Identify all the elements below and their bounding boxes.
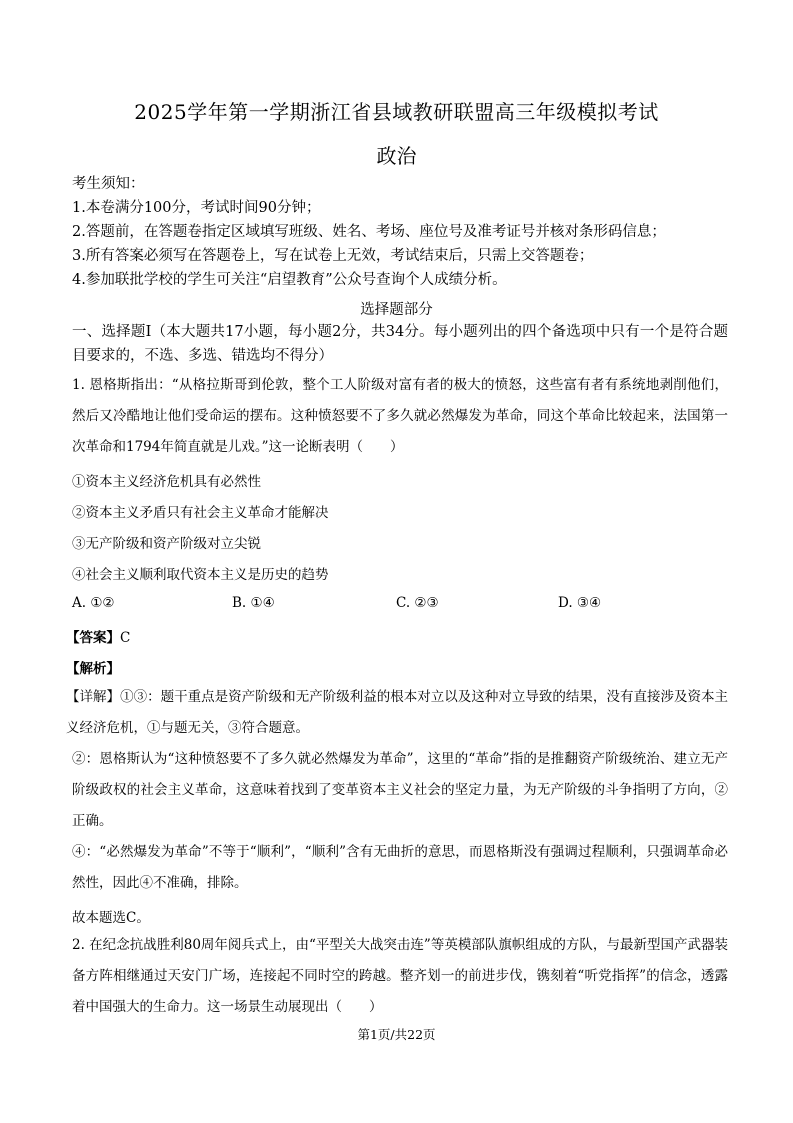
detail-label: 详解: [79, 689, 107, 705]
question-1-stem: 1. 恩格斯指出：“从格拉斯哥到伦敦，整个工人阶级对富有者的极大的愤怒，这些富有者有系统地剥削他们，然后又冷酷地让他们受命运的摆布。这种愤怒要不了多久就必然爆发为革命，同这个革命比较起来，法国第一次革命和1794年简直就是儿戏。”这一论断表明（ ）: [72, 377, 728, 455]
notice-item-3: 3.所有答案必须写在答题卷上，写在试卷上无效，考试结束后，只需上交答题卷；: [72, 248, 594, 264]
exam-title: 2025学年第一学期浙江省县域教研联盟高三年级模拟考试: [134, 100, 659, 124]
answer-value: C: [120, 630, 131, 646]
section-title: 选择题部分: [360, 302, 433, 318]
q1-statement-1: ①资本主义经济危机具有必然性: [72, 474, 261, 490]
notice-item-4: 4.参加联批学校的学生可关注“启望教育”公众号查询个人成绩分析。: [72, 272, 507, 288]
question-2-stem: 2. 在纪念抗战胜利80周年阅兵式上，由“平型关大战突击连”等英模部队旗帜组成的方队，与最新型国产武器装备方阵相继通过天安门广场，连接起不同时空的跨越。整齐划一的前进步伐，镌刻着“听党指挥”的信念，透露着中国强大的生命力。这一场景生动展现出（ ）: [72, 937, 728, 1015]
answer-label: 答案: [79, 630, 107, 646]
notice-item-2: 2.答题前，在答题卷指定区域填写班级、姓名、考场、座位号及准考证号并核对条形码信息；: [72, 224, 666, 240]
q1-option-a: A. ①②: [72, 595, 115, 611]
q1-option-c: C. ②③: [396, 595, 439, 611]
q1-detail-3: ④：“必然爆发为革命”不等于“顺利”，“顺利”含有无曲折的意思，而恩格斯没有强调过程顺利，只强调革命必然性，因此④不准确，排除。: [72, 844, 728, 891]
q1-option-b: B. ①④: [232, 595, 275, 611]
notice-item-1: 1.本卷满分100分，考试时间90分钟；: [72, 200, 321, 216]
q1-analysis-heading: 【解析】: [66, 661, 120, 677]
q1-statement-3: ③无产阶级和资产阶级对立尖锐: [72, 536, 261, 552]
q1-detail-1-text: ①③：题干重点是资产阶级和无产阶级利益的根本对立以及这种对立导致的结果，没有直接涉及资本主义经济危机，①与题无关，③符合题意。: [66, 689, 729, 736]
q1-detail-2: ②：恩格斯认为“这种愤怒要不了多久就必然爆发为革命”，这里的“革命”指的是推翻资产阶级统治、建立无产阶级政权的社会主义革命，这意味着找到了变革资本主义社会的坚定力量，为无产阶级的斗争指明了方向，②正确。: [72, 751, 728, 829]
notice-heading: 考生须知：: [72, 176, 145, 192]
section-intro: 一、选择题Ⅰ（本大题共17小题，每小题2分，共34分。每小题列出的四个备选项中只有一个是符合题目要求的，不选、多选、错选均不得分）: [72, 324, 728, 364]
q1-statement-2: ②资本主义矛盾只有社会主义革命才能解决: [72, 505, 329, 521]
subject-title: 政治: [376, 144, 417, 168]
q1-answer: 【答案】C: [66, 630, 131, 646]
page-footer: 第1页/共22页: [357, 1027, 436, 1042]
q1-statement-4: ④社会主义顺利取代资本主义是历史的趋势: [72, 567, 329, 583]
q1-conclusion: 故本题选C。: [72, 910, 150, 926]
q1-option-d: D. ③④: [558, 595, 602, 611]
analysis-label: 解析: [79, 661, 107, 677]
q1-detail-1: 【详解】①③：题干重点是资产阶级和无产阶级利益的根本对立以及这种对立导致的结果，没有直接涉及资本主义经济危机，①与题无关，③符合题意。: [66, 689, 729, 736]
